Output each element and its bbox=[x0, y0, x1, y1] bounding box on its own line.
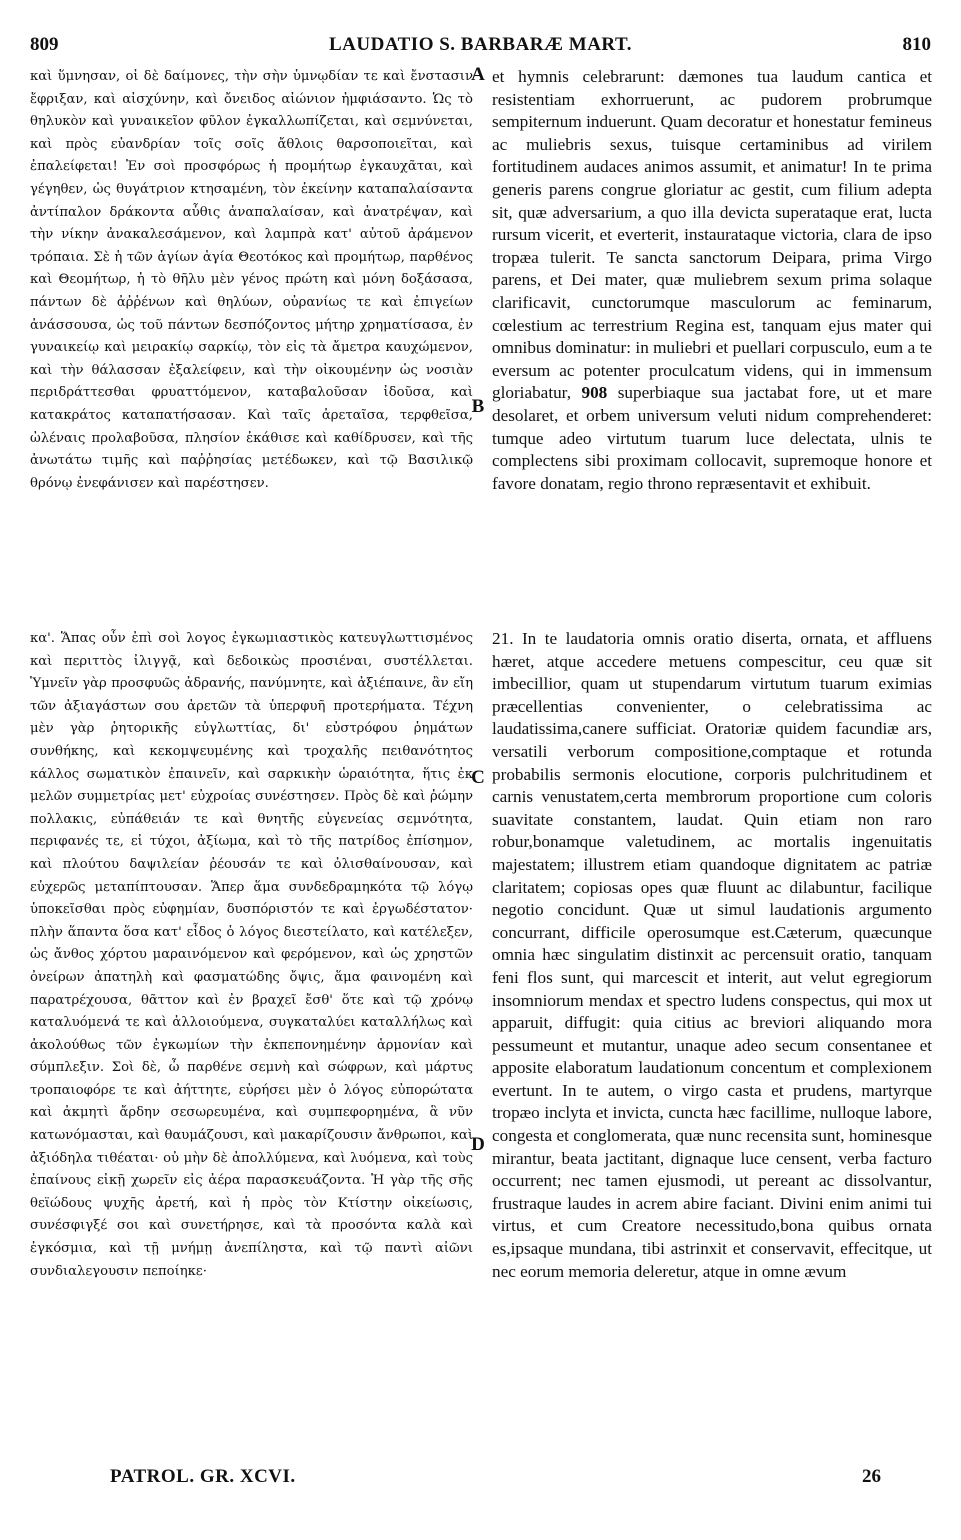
footer-signature: 26 bbox=[862, 1466, 881, 1487]
latin-paragraph-1 bbox=[492, 66, 932, 495]
latin-column-part-1 bbox=[492, 66, 932, 495]
page-number-right: 810 bbox=[902, 34, 931, 55]
section-marker-d: D bbox=[471, 1134, 485, 1155]
page-number-left: 809 bbox=[30, 34, 59, 55]
latin-paragraph-2: 21. In te laudatoria omnis oratio diserta, ornata, et affluens hæret, atque accedere metuens compescitur, ceu quæ sit imbecillior, quam ut stupendarum virtutum tuarum eximias præcellentias convenienter, o celebratissima ac laudatissima,canere sufficiat. Oratoriæ quidem facundiæ ars, versatili verborum compositione,comptaque et rotunda probabilis sermonis elocutione, corporis pulchritudinem et carnis venustatem,certa membrorum proportione cum coloris suavitate constantem, laudat. Quin etiam non raro robur,bonamque valetudinem, ac mortalis ingenuitatis majestatem; illustrem etiam quandoque dignitatem ac patriæ claritatem; copiosas opes quæ fluunt ac dilabuntur, facilique negotio concidunt. Quæ ut simul laudationis argumento concurrant, difficile operosumque est.Cæterum, quæcunque omnia hæc singulatim distinxit ac percensuit oratio, tanquam feni flos sunt, qui marcescit et interit, aut velut egregiorum insomniorum mendax et spectro ludens conspectus, qui mox ut apparuit, diffugit: quia citius ac breviori aliquando mora pessumeunt et mutantur, unaque adeo secum consentanee et apposite elaboratum laudationum concentum et complexionem evertunt. In te autem, o virgo casta et prudens, martyrque tropæo inclyta et invicta, cuncta hæc facillime, nulloque labore, congesta et conglomerata, quæ nunc recensita sunt, hominesque mirantur, beata jactitant, dignaque luce censent, verba facturo occurrent; nec tamen ejusmodi, ut pereant ac dissolvantur, frustraque laudes in acrem abire faciant. Divini enim animi tui virtus, et cum Creatore necessitudo,bona quibus ornata es,ipsaque mundana, tibi astrinxit et conservavit, effecitque, ut nec eorum memoria deleretur, atque in omne ævum bbox=[492, 629, 932, 1281]
latin-paragraph-1-text-b: superbiaque sua jactabat fore, ut et mare desolaret, et orbem universum veluti nidum comprehenderet: tumque adeo virtutum tuarum luce delectata, ulnis te complectens sibi proximam collocavit, supremoque honore et favore donatam, regio throno repræsentavit et exhibuit. bbox=[492, 383, 932, 493]
greek-column-part-2 bbox=[30, 628, 473, 1283]
running-header bbox=[30, 34, 931, 58]
column-number: 908 bbox=[581, 383, 608, 403]
section-marker-b: B bbox=[471, 396, 485, 417]
page-footer bbox=[110, 1466, 881, 1492]
greek-column-part-1 bbox=[30, 66, 473, 495]
footer-series: PATROL. GR. XCVI. bbox=[110, 1466, 296, 1487]
greek-paragraph-2: κα'. Ἅπας οὖν ἐπὶ σοὶ λογος ἐγκωμιαστικὸς κατευγλωττισμένος καὶ περιττὸς ἰλιγγᾷ, καὶ δεδοικὼς προσιέναι, συστέλλεται. Ὑμνεῖν γὰρ προσφυῶς ἀδρανής, πανύμνητε, καὶ ἀξιέπαινε, ἂν εἴη τῶν ἀξιαγάστων σου ἀρετῶν τὰ ὑπερφυῆ προτερήματα. Τέχνη μὲν γὰρ ῥητορικῆς εὐγλωττίας, δι' εὐστρόφου ῥημάτων συνθήκης, καὶ κεκομψευμένης καὶ τροχαλῆς πειθανότητος κάλλος σωματικὸν ἐπαινεῖν, καὶ σαρκικὴν ὡραιότητα, ἥτις ἐκ μελῶν συμμετρίας μετ' εὐχροίας συνέστησεν. Πρὸς δὲ καὶ ῥώμην πολλακις, εὐπάθειάν τε καὶ θνητῆς εὐγενείας σεμνότητα, περιφανές τε, εἰ τύχοι, ἀξίωμα, καὶ τὸ τῆς πατρίδος ἐπίσημον, καὶ πλούτου δαψιλείαν ῥέουσάν τε καὶ ὀλισθαίνουσαν, καὶ εὐχερῶς μεταπίπτουσαν. Ἅπερ ἅμα συνδεδραμηκότα τῷ λόγῳ ὑποκεῖσθαι πρὸς εὐφημίαν, δυσπόριστόν τε καὶ ἐργωδέστατον· πλὴν ἅπαντα ὅσα κατ' εἶδος ὁ λόγος διεστείλατο, καὶ κατέλεξεν, ὡς ἄνθος χόρτου μαραινόμενον καὶ φερόμενον, καὶ ὡς χρηστῶν ὀνείρων ἀπατηλὴ καὶ φασματώδης ὄψις, ἅμα φαινομένη καὶ παρατρέχουσα, θᾶττον καὶ ἐν βραχεῖ ἔσθ' ὅτε καὶ τῷ χρόνῳ καταλυόμενά τε καὶ ἀλλοιούμενα, συγκαταλύει καταλλήλως καὶ ἀκολούθως τῶν ἐγκωμίων τὴν ἐκπεπονημένην ἁρμονίαν καὶ σύμπλεξιν. Σοὶ δὲ, ὦ παρθένε σεμνὴ καὶ σώφρων, καὶ μάρτυς τροπαιοφόρε τε καὶ ἀήττητε, εὑρήσει μὲν ὁ λόγος εὐπορώτατα καὶ ἀκμητὶ ἄρδην σεσωρευμένα, καὶ συμπεφορημένα, ἃ νῦν κατωνόμασται, καὶ θαυμάζουσι, καὶ μακαρίζουσιν ἄνθρωποι, καὶ ἀξιόδηλα τιθέαται· οὐ μὴν δὲ ἀπολλύμενα, καὶ λυόμενα, καὶ τοὺς ἐπαίνους εἰκῇ χωρεῖν εἰς ἀέρα παρασκευάζοντα. Ἡ γὰρ τῆς σῆς θεϊώδους ψυχῆς ἀρετή, καὶ ἡ πρὸς τὸν Κτίστην οἰκείωσις, συνέσφιγξέ σοι καὶ συνετήρησε, καὶ τὰ προσόντα καλὰ καὶ ἐγκόσμια, καὶ τῇ μνήμῃ ἀνεπίληστα, καὶ τῷ παντὶ αἰῶνι συνδιαλεγουσιν πεποίηκε· bbox=[30, 631, 473, 1279]
page-title: LAUDATIO S. BARBARÆ MART. bbox=[328, 34, 632, 55]
section-marker-c: C bbox=[471, 767, 485, 788]
latin-column-part-2 bbox=[492, 628, 932, 1283]
section-marker-a: A bbox=[471, 64, 485, 85]
latin-paragraph-1-text-a: et hymnis celebrarunt: dæmones tua laudum cantica et resistentiam exhorruerunt, ac pudorem probrumque sempiternum induerunt. Quam decoratur et honestatur femineus ac muliebris sexus, tuisque certaminibus ad virilem fortitudinem audaces animos assumit, et animatur! In te prima generis parens congrue gloriatur ac gestit, cum filium adepta sit, quæ adversarium, a quo illa devicta superataque erat, lucta rursum vicerit, et everterit, instaurataque victoria, clara de ipso tropæa tulerit. Te sancta sanctorum Deipara, prima Virgo parens, et Dei mater, quæ muliebrem sexum prima solaque clarificavit, cunctorumque masculorum ac feminarum, cœlestium ac terrestrium Regina est, tanquam ejus mater qui omnibus dominatur: in muliebri et puellari corpusculo, eum a te eversum ac potenter proculcatum videns, qui in immensum gloriabatur, bbox=[492, 67, 932, 403]
greek-paragraph-1: καὶ ὕμνησαν, οἱ δὲ δαίμονες, τὴν σὴν ὑμνῳδίαν τε καὶ ἔνστασιν ἔφριξαν, καὶ αἰσχύνην, καὶ ὄνειδος αἰώνιον ἠμφιάσαντο. Ὡς τὸ θηλυκὸν καὶ γυναικεῖον φῦλον ἐγκαλλωπίζεται, καὶ σεμνύνεται, καὶ πρὸς εὐανδρίαν τοῖς σοῖς ἄθλοις θαρσοποιεῖται, καὶ ἐπαλείφεται! Ἐν σοὶ προσφόρως ἡ προμήτωρ ἐγκαυχᾶται, καὶ γέγηθεν, ὡς θυγάτριον κτησαμένη, τὸν ἐκείνην καταπαλαίσαντα ἀντίπαλον δράκοντα αὖθις ἀναπαλαίσαν, καὶ ἀνατρέψαν, καὶ τὴν νίκην ἀνακαλεσάμενον, καὶ λαμπρὰ κατ' αὐτοῦ ἀράμενον τρόπαια. Σὲ ἡ τῶν ἁγίων ἁγία Θεοτόκος καὶ προμήτωρ, παρθένος καὶ Θεομήτωρ, ἡ τὸ θῆλυ μὲν γένος πρώτη καὶ μόνη δοξάσασα, πάντων δὲ ἀῤῥένων καὶ θηλύων, οὐρανίως τε καὶ ἐπιγείων ἀνάσσουσα, ὡς τοῦ πάντων δεσπόζοντος μήτηρ χρηματίσασα, ἐν γυναικείῳ καὶ μειρακίῳ σαρκίῳ, τὸν εἰς τὰ ἄμετρα καυχώμενον, καὶ τὴν θάλασσαν ἐξαλείφειν, καὶ τὴν οἰκουμένην ὡς νοσιὰν περιδράττεσθαι φρυαττόμενον, καταβαλοῦσαν ἰδοῦσα, καὶ κατακράτος καταπατήσασαν. Καὶ ταῖς ἀρεταῖσα, τερφθεῖσα, ὠλέναις προλαβοῦσα, πλησίον ἐκάθισε καὶ καθίδρυσεν, καὶ τῆς ἀνωτάτω τιμῆς καὶ παῤῥησίας μετέδωκεν, καὶ τῷ Βασιλικῷ θρόνῳ ἐνεφάνισεν καὶ παρέστησεν. bbox=[30, 69, 473, 491]
